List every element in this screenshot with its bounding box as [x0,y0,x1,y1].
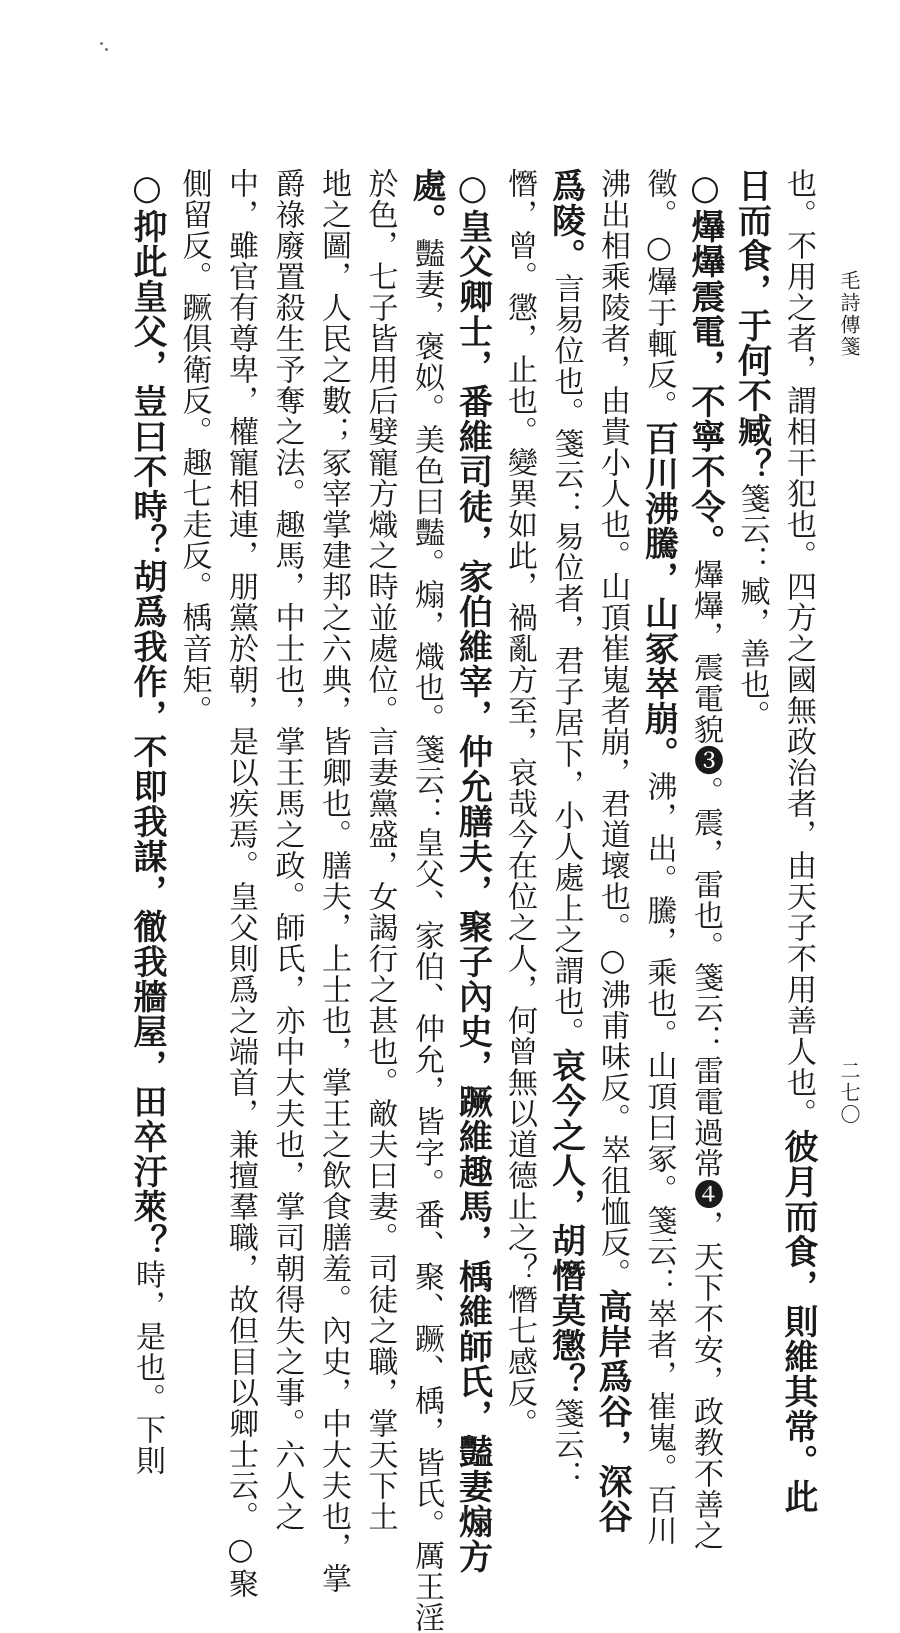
book-title: 毛詩傳箋 [837,270,861,358]
commentary-text: 也。不用之者，謂相干犯也。四方之國無政治者，由天子不用善人也。 [781,168,816,1129]
speck [105,48,108,51]
commentary-text: 言易位也。箋云：易位者，君子居下，小人處上之謂也。 [548,273,584,1048]
commentary-text: 地之圖，人民之數；冢宰掌建邦之六典，皆卿也。膳夫，上士也，掌王之飲食膳羞。內史，中大夫也，掌 [316,168,351,1594]
text-column [174,168,214,726]
text-column [220,168,260,1599]
commentary-text: 於色，七子皆用后嬖寵方熾之時並處位。言妻黨盛，女謁行之甚也。敵夫曰妻。司徒之職，掌天下土 [362,168,398,1532]
text-column [778,168,818,1514]
text-column [732,168,772,731]
text-column [592,168,632,1534]
commentary-text: 憯，曾。懲，止也。變異如此，禍亂方至，哀哉今在位之人，何曾無以道德止之？憯七感反。 [502,168,537,1439]
commentary-text: 爵祿廢置殺生予奪之法。趣馬，中士也，掌王馬之政。師氏，亦中大夫也，掌司朝得失之事。六人之 [269,168,305,1532]
text-column [639,168,679,1546]
text-column [360,168,400,1532]
text-column [127,168,167,1476]
text-column [453,168,493,1574]
verse-text: ○爗爗震電，不寧不令。 [685,168,725,559]
commentary-text: 豔妻，褒姒。美色曰豔。煽，熾也。箋云：皇父、家伯、仲允，皆字。番、聚、蹶、楀，皆氏。厲王淫 [409,238,444,1633]
text-column [406,168,446,1633]
commentary-text: 徵。○爗于輒反。 [641,168,677,421]
commentary-text: 箋云： [548,1398,584,1491]
text-column [546,168,586,1491]
text-column [313,168,353,1594]
commentary-text: 箋云：臧，善也。 [734,483,770,731]
verse-text: 日而食，于何不臧？ [731,168,772,483]
commentary-text: 中，雖官有尊卑，權寵相連，朋黨於朝，是以疾焉。皇父則爲之端首，兼擅羣職，故但目以卿士云。○聚 [223,168,258,1599]
commentary-text: 時，是也。下則 [130,1259,165,1476]
verse-text: ○抑此皇父，豈曰不時？胡爲我作，不即我謀，徹我牆屋，田卒汙萊？ [127,168,167,1259]
verse-text: 爲陵。 [545,168,586,273]
text-column [685,168,725,1551]
speck [100,42,103,45]
text-column [267,168,307,1532]
commentary-text: 側留反。蹶俱衛反。趣七走反。楀音矩。 [176,168,212,726]
commentary-text: 沸出相乘陵者，由貴小人也。山頂崔嵬者崩，君道壞也。○沸甫味反。崒徂恤反。 [595,168,630,1289]
verse-text: 哀今之人，胡憯莫懲？ [545,1048,586,1398]
verse-text: 百川沸騰，山冢崒崩。 [638,421,679,771]
verse-text: 高岸爲谷，深谷 [592,1289,632,1534]
commentary-text: 沸，出。騰，乘也。山頂曰冢。箋云：崒者，崔嵬。百川 [641,771,677,1546]
commentary-text: 爗爗，震電貌❸。震，雷也。箋云：雷電過常❹，天下不安，政教不善之 [688,559,723,1551]
text-column [499,168,539,1439]
verse-text: 彼月而食，則維其常。此 [778,1129,818,1514]
verse-text: 處。 [406,168,446,238]
page-number: 二七〇 [837,1060,861,1126]
verse-text: ○皇父卿士，番維司徒，家伯維宰，仲允膳夫，聚子內史，蹶維趣馬，楀維師氏，豔妻煽方 [452,168,493,1574]
